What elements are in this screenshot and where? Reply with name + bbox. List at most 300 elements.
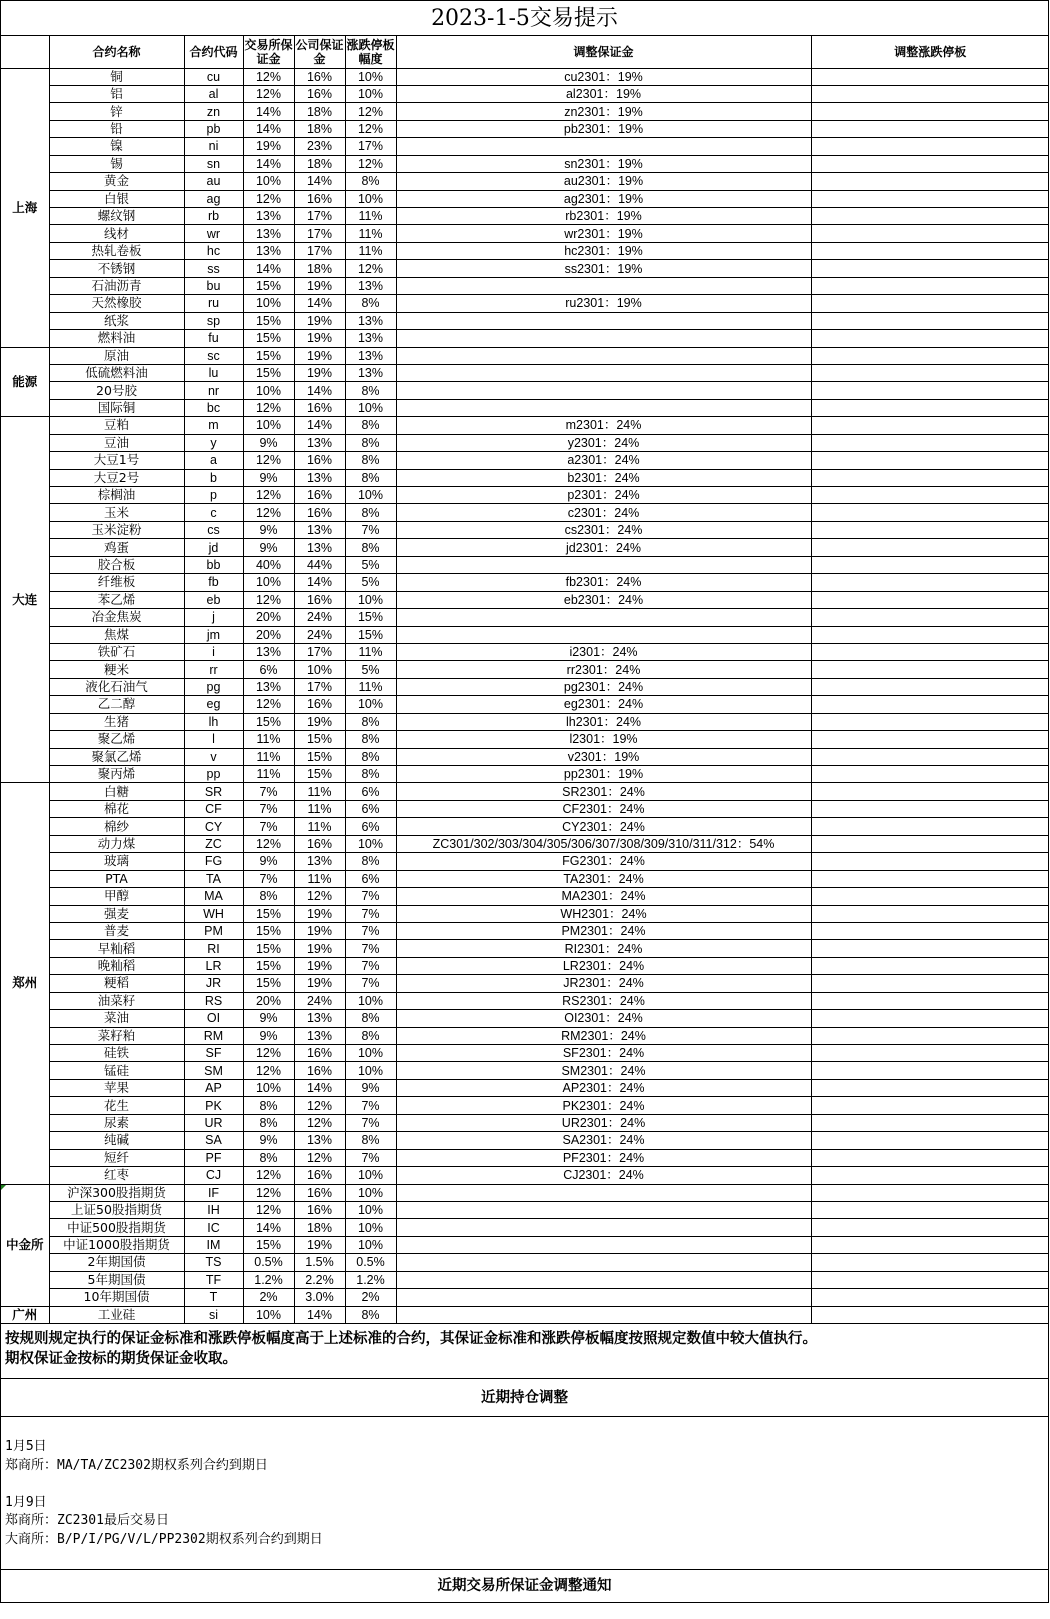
col-header-adjust-margin: 调整保证金 [396, 36, 811, 68]
contract-name-cell: 不锈钢 [49, 260, 184, 277]
adjust-margin-cell: pp2301：19% [396, 766, 811, 783]
price-limit-cell: 10% [345, 487, 396, 504]
price-limit-cell: 7% [345, 888, 396, 905]
contract-code-cell: SM [184, 1062, 243, 1079]
table-header-row [1, 36, 1049, 68]
company-margin-cell: 12% [294, 888, 345, 905]
adjust-margin-cell: hc2301：19% [396, 242, 811, 259]
contract-code-cell: nr [184, 382, 243, 399]
contract-name-cell: 大豆1号 [49, 452, 184, 469]
adjust-limit-cell [811, 85, 1049, 102]
exchange-margin-cell: 11% [243, 748, 294, 765]
contract-code-cell: OI [184, 1010, 243, 1027]
contract-name-cell: 强麦 [49, 905, 184, 922]
table-row [1, 888, 1049, 905]
price-limit-cell: 7% [345, 940, 396, 957]
company-margin-cell: 17% [294, 678, 345, 695]
contract-code-cell: cs [184, 521, 243, 538]
contract-name-cell: 棉纱 [49, 818, 184, 835]
adjust-limit-cell [811, 731, 1049, 748]
adjust-margin-cell: au2301：19% [396, 173, 811, 190]
adjust-limit-cell [811, 155, 1049, 172]
contract-code-cell: ni [184, 138, 243, 155]
company-margin-cell: 16% [294, 1045, 345, 1062]
adjust-limit-cell [811, 678, 1049, 695]
price-limit-cell: 10% [345, 1045, 396, 1062]
page-title: 2023-1-5交易提示 [1, 0, 1048, 36]
adjust-margin-cell: SF2301：24% [396, 1045, 811, 1062]
exchange-margin-cell: 0.5% [243, 1254, 294, 1271]
adjust-limit-cell [811, 68, 1049, 85]
table-row [1, 85, 1049, 102]
company-margin-cell: 18% [294, 120, 345, 137]
company-margin-cell: 24% [294, 626, 345, 643]
price-limit-cell: 8% [345, 1027, 396, 1044]
company-margin-cell: 14% [294, 417, 345, 434]
adjust-limit-cell [811, 539, 1049, 556]
table-row [1, 1010, 1049, 1027]
exchange-margin-cell: 9% [243, 521, 294, 538]
exchange-group-cell: 大连 [1, 417, 49, 783]
adjust-limit-cell [811, 766, 1049, 783]
exchange-margin-cell: 9% [243, 1027, 294, 1044]
contract-name-cell: 豆粕 [49, 417, 184, 434]
contract-code-cell: m [184, 417, 243, 434]
table-row [1, 399, 1049, 416]
exchange-margin-cell: 12% [243, 1045, 294, 1062]
contract-name-cell: 花生 [49, 1097, 184, 1114]
contract-code-cell: jm [184, 626, 243, 643]
company-margin-cell: 23% [294, 138, 345, 155]
contract-code-cell: IF [184, 1184, 243, 1201]
adjust-margin-cell [396, 1201, 811, 1218]
contract-name-cell: 玉米淀粉 [49, 521, 184, 538]
company-margin-cell: 19% [294, 347, 345, 364]
exchange-margin-cell: 15% [243, 975, 294, 992]
contract-code-cell: p [184, 487, 243, 504]
contract-name-cell: 硅铁 [49, 1045, 184, 1062]
exchange-margin-cell: 14% [243, 120, 294, 137]
contract-code-cell: au [184, 173, 243, 190]
table-row [1, 469, 1049, 486]
price-limit-cell: 8% [345, 766, 396, 783]
adjust-margin-cell: RS2301：24% [396, 992, 811, 1009]
adjust-margin-cell: ZC301/302/303/304/305/306/307/308/309/310/311/312：54% [396, 835, 811, 852]
rules-note-line: 期权保证金按标的期货保证金收取。 [5, 1351, 237, 1367]
company-margin-cell: 16% [294, 1062, 345, 1079]
contract-name-cell: 锰硅 [49, 1062, 184, 1079]
contract-name-cell: 中证1000股指期货 [49, 1236, 184, 1253]
exchange-margin-cell: 8% [243, 888, 294, 905]
exchange-margin-cell: 10% [243, 1079, 294, 1096]
table-row [1, 208, 1049, 225]
contract-name-cell: 5年期国债 [49, 1271, 184, 1288]
company-margin-cell: 11% [294, 818, 345, 835]
adjust-margin-cell: a2301：24% [396, 452, 811, 469]
contract-code-cell: eb [184, 591, 243, 608]
contract-code-cell: sc [184, 347, 243, 364]
company-margin-cell: 18% [294, 103, 345, 120]
exchange-margin-cell: 12% [243, 1184, 294, 1201]
contract-code-cell: T [184, 1289, 243, 1306]
contract-code-cell: rb [184, 208, 243, 225]
price-limit-cell: 10% [345, 1184, 396, 1201]
contract-name-cell: 铁矿石 [49, 643, 184, 660]
company-margin-cell: 18% [294, 260, 345, 277]
contract-name-cell: 锌 [49, 103, 184, 120]
contract-name-cell: 铅 [49, 120, 184, 137]
contract-code-cell: bc [184, 399, 243, 416]
table-row [1, 190, 1049, 207]
adjust-margin-cell: jd2301：24% [396, 539, 811, 556]
event-group [5, 1494, 1044, 1550]
contract-code-cell: zn [184, 103, 243, 120]
adjust-margin-cell: cu2301：19% [396, 68, 811, 85]
company-margin-cell: 16% [294, 591, 345, 608]
contract-code-cell: PM [184, 922, 243, 939]
price-limit-cell: 9% [345, 1079, 396, 1096]
contract-code-cell: jd [184, 539, 243, 556]
table-row [1, 1097, 1049, 1114]
price-limit-cell: 10% [345, 399, 396, 416]
adjust-limit-cell [811, 940, 1049, 957]
contract-code-cell: bu [184, 277, 243, 294]
company-margin-cell: 13% [294, 434, 345, 451]
event-line: 大商所：B/P/I/PG/V/L/PP2302期权系列合约到期日 [5, 1531, 323, 1547]
adjust-margin-cell [396, 364, 811, 381]
contract-name-cell: PTA [49, 870, 184, 887]
price-limit-cell: 2% [345, 1289, 396, 1306]
price-limit-cell: 5% [345, 661, 396, 678]
exchange-margin-cell: 40% [243, 556, 294, 573]
price-limit-cell: 13% [345, 364, 396, 381]
table-row [1, 417, 1049, 434]
contract-name-cell: 铜 [49, 68, 184, 85]
table-row [1, 731, 1049, 748]
table-row [1, 382, 1049, 399]
contract-code-cell: TS [184, 1254, 243, 1271]
adjust-limit-cell [811, 696, 1049, 713]
table-row [1, 783, 1049, 800]
contract-name-cell: 上证50股指期货 [49, 1201, 184, 1218]
adjust-margin-cell: c2301：24% [396, 504, 811, 521]
contract-name-cell: 纤维板 [49, 574, 184, 591]
table-row [1, 835, 1049, 852]
company-margin-cell: 14% [294, 173, 345, 190]
table-row [1, 68, 1049, 85]
company-margin-cell: 13% [294, 521, 345, 538]
table-row [1, 1149, 1049, 1166]
company-margin-cell: 15% [294, 766, 345, 783]
price-limit-cell: 12% [345, 155, 396, 172]
price-limit-cell: 11% [345, 208, 396, 225]
exchange-margin-cell: 15% [243, 940, 294, 957]
contract-name-cell: 铝 [49, 85, 184, 102]
adjust-limit-cell [811, 1079, 1049, 1096]
table-row [1, 521, 1049, 538]
adjust-margin-cell [396, 1254, 811, 1271]
table-row [1, 1027, 1049, 1044]
contract-name-cell: 胶合板 [49, 556, 184, 573]
adjust-margin-cell: CY2301：24% [396, 818, 811, 835]
adjust-limit-cell [811, 1271, 1049, 1288]
contract-name-cell: 聚氯乙烯 [49, 748, 184, 765]
contract-code-cell: PK [184, 1097, 243, 1114]
exchange-margin-cell: 6% [243, 661, 294, 678]
exchange-margin-cell: 7% [243, 870, 294, 887]
adjust-limit-cell [811, 748, 1049, 765]
adjust-margin-cell: cs2301：24% [396, 521, 811, 538]
adjust-limit-cell [811, 504, 1049, 521]
contract-name-cell: 大豆2号 [49, 469, 184, 486]
table-row [1, 853, 1049, 870]
adjust-margin-cell: PK2301：24% [396, 1097, 811, 1114]
exchange-margin-cell: 9% [243, 853, 294, 870]
adjust-limit-cell [811, 556, 1049, 573]
company-margin-cell: 19% [294, 330, 345, 347]
company-margin-cell: 15% [294, 748, 345, 765]
adjust-margin-cell: m2301：24% [396, 417, 811, 434]
company-margin-cell: 18% [294, 155, 345, 172]
adjust-limit-cell [811, 1184, 1049, 1201]
adjust-limit-cell [811, 1254, 1049, 1271]
contract-name-cell: 燃料油 [49, 330, 184, 347]
adjust-limit-cell [811, 1289, 1049, 1306]
adjust-margin-cell: lh2301：24% [396, 713, 811, 730]
exchange-margin-cell: 8% [243, 1149, 294, 1166]
exchange-margin-cell: 20% [243, 992, 294, 1009]
adjust-limit-cell [811, 975, 1049, 992]
contract-name-cell: 粳稻 [49, 975, 184, 992]
contract-code-cell: j [184, 609, 243, 626]
price-limit-cell: 8% [345, 731, 396, 748]
company-margin-cell: 19% [294, 1236, 345, 1253]
contract-name-cell: 中证500股指期货 [49, 1219, 184, 1236]
price-limit-cell: 10% [345, 696, 396, 713]
adjust-margin-cell: TA2301：24% [396, 870, 811, 887]
col-header-name: 合约名称 [49, 36, 184, 68]
price-limit-cell: 8% [345, 173, 396, 190]
adjust-margin-cell: JR2301：24% [396, 975, 811, 992]
company-margin-cell: 3.0% [294, 1289, 345, 1306]
table-row [1, 155, 1049, 172]
contract-name-cell: 玉米 [49, 504, 184, 521]
table-row [1, 1254, 1049, 1271]
table-row [1, 696, 1049, 713]
price-limit-cell: 10% [345, 85, 396, 102]
price-limit-cell: 8% [345, 417, 396, 434]
adjust-margin-cell [396, 626, 811, 643]
exchange-margin-cell: 12% [243, 452, 294, 469]
company-margin-cell: 17% [294, 208, 345, 225]
table-row [1, 1114, 1049, 1131]
price-limit-cell: 6% [345, 783, 396, 800]
company-margin-cell: 16% [294, 68, 345, 85]
adjust-limit-cell [811, 103, 1049, 120]
company-margin-cell: 16% [294, 487, 345, 504]
adjust-limit-cell [811, 347, 1049, 364]
price-limit-cell: 8% [345, 469, 396, 486]
table-row [1, 173, 1049, 190]
table-row [1, 574, 1049, 591]
exchange-margin-cell: 12% [243, 504, 294, 521]
adjust-margin-cell: ag2301：19% [396, 190, 811, 207]
adjust-limit-cell [811, 626, 1049, 643]
company-margin-cell: 13% [294, 1027, 345, 1044]
exchange-group-cell: 能源 [1, 347, 49, 417]
col-header-code: 合约代码 [184, 36, 243, 68]
contract-code-cell: RM [184, 1027, 243, 1044]
price-limit-cell: 0.5% [345, 1254, 396, 1271]
adjust-limit-cell [811, 295, 1049, 312]
adjust-margin-cell [396, 312, 811, 329]
adjust-margin-cell: eg2301：24% [396, 696, 811, 713]
exchange-margin-cell: 12% [243, 591, 294, 608]
company-margin-cell: 17% [294, 643, 345, 660]
contract-name-cell: 菜油 [49, 1010, 184, 1027]
table-body [1, 68, 1049, 1324]
table-row [1, 138, 1049, 155]
adjust-margin-cell: fb2301：24% [396, 574, 811, 591]
adjust-limit-cell [811, 713, 1049, 730]
exchange-margin-cell: 2% [243, 1289, 294, 1306]
table-row [1, 1201, 1049, 1218]
price-limit-cell: 12% [345, 260, 396, 277]
contract-name-cell: 液化石油气 [49, 678, 184, 695]
adjust-margin-cell: RM2301：24% [396, 1027, 811, 1044]
contract-code-cell: sp [184, 312, 243, 329]
price-limit-cell: 11% [345, 225, 396, 242]
adjust-limit-cell [811, 1114, 1049, 1131]
col-header-exchange [1, 36, 49, 68]
exchange-margin-cell: 15% [243, 905, 294, 922]
contract-code-cell: si [184, 1306, 243, 1323]
contract-name-cell: 工业硅 [49, 1306, 184, 1323]
price-limit-cell: 6% [345, 800, 396, 817]
contract-code-cell: fb [184, 574, 243, 591]
price-limit-cell: 6% [345, 870, 396, 887]
adjust-limit-cell [811, 452, 1049, 469]
contract-name-cell: 甲醇 [49, 888, 184, 905]
exchange-margin-cell: 9% [243, 434, 294, 451]
rules-note [1, 1324, 1048, 1379]
company-margin-cell: 16% [294, 190, 345, 207]
contract-code-cell: cu [184, 68, 243, 85]
table-row [1, 1271, 1049, 1288]
adjust-margin-cell: CJ2301：24% [396, 1167, 811, 1184]
adjust-limit-cell [811, 364, 1049, 381]
contract-code-cell: eg [184, 696, 243, 713]
contract-name-cell: 鸡蛋 [49, 539, 184, 556]
adjust-margin-cell: pb2301：19% [396, 120, 811, 137]
adjust-limit-cell [811, 277, 1049, 294]
company-margin-cell: 14% [294, 574, 345, 591]
adjust-margin-cell [396, 399, 811, 416]
table-row [1, 1045, 1049, 1062]
contract-name-cell: 镍 [49, 138, 184, 155]
table-row [1, 1079, 1049, 1096]
company-margin-cell: 14% [294, 1306, 345, 1323]
company-margin-cell: 16% [294, 85, 345, 102]
contract-name-cell: 普麦 [49, 922, 184, 939]
exchange-margin-cell: 15% [243, 277, 294, 294]
company-margin-cell: 13% [294, 539, 345, 556]
exchange-margin-cell: 8% [243, 1114, 294, 1131]
adjust-limit-cell [811, 399, 1049, 416]
exchange-margin-cell: 14% [243, 260, 294, 277]
adjust-limit-cell [811, 835, 1049, 852]
exchange-margin-cell: 12% [243, 68, 294, 85]
contract-name-cell: 玻璃 [49, 853, 184, 870]
company-margin-cell: 13% [294, 853, 345, 870]
adjust-margin-cell: zn2301：19% [396, 103, 811, 120]
adjust-limit-cell [811, 1306, 1049, 1323]
adjust-limit-cell [811, 1132, 1049, 1149]
company-margin-cell: 19% [294, 713, 345, 730]
adjust-margin-cell: al2301：19% [396, 85, 811, 102]
exchange-margin-cell: 15% [243, 364, 294, 381]
contract-code-cell: RS [184, 992, 243, 1009]
adjust-margin-cell [396, 1306, 811, 1323]
price-limit-cell: 13% [345, 330, 396, 347]
company-margin-cell: 14% [294, 1079, 345, 1096]
contract-name-cell: 菜籽粕 [49, 1027, 184, 1044]
contract-code-cell: CY [184, 818, 243, 835]
price-limit-cell: 5% [345, 556, 396, 573]
exchange-margin-cell: 8% [243, 1097, 294, 1114]
exchange-margin-cell: 10% [243, 1306, 294, 1323]
event-line: 郑商所：ZC2301最后交易日 [5, 1513, 169, 1528]
adjust-margin-cell: wr2301：19% [396, 225, 811, 242]
adjust-margin-cell: CF2301：24% [396, 800, 811, 817]
contract-name-cell: 原油 [49, 347, 184, 364]
contract-code-cell: CF [184, 800, 243, 817]
price-limit-cell: 13% [345, 277, 396, 294]
adjust-limit-cell [811, 783, 1049, 800]
col-header-limit: 涨跌停板幅度 [345, 36, 396, 68]
adjust-limit-cell [811, 521, 1049, 538]
company-margin-cell: 15% [294, 731, 345, 748]
company-margin-cell: 19% [294, 312, 345, 329]
adjust-limit-cell [811, 1027, 1049, 1044]
exchange-margin-cell: 9% [243, 539, 294, 556]
contract-name-cell: 冶金焦炭 [49, 609, 184, 626]
company-margin-cell: 24% [294, 609, 345, 626]
exchange-margin-cell: 15% [243, 312, 294, 329]
contract-code-cell: hc [184, 242, 243, 259]
contract-name-cell: 粳米 [49, 661, 184, 678]
contract-name-cell: 白糖 [49, 783, 184, 800]
col-header-adjust-limit: 调整涨跌停板 [811, 36, 1049, 68]
table-row [1, 295, 1049, 312]
exchange-margin-cell: 11% [243, 766, 294, 783]
adjust-margin-cell [396, 330, 811, 347]
exchange-margin-cell: 10% [243, 574, 294, 591]
contract-name-cell: 聚丙烯 [49, 766, 184, 783]
table-row [1, 1167, 1049, 1184]
adjust-margin-cell: SM2301：24% [396, 1062, 811, 1079]
company-margin-cell: 13% [294, 469, 345, 486]
contract-code-cell: WH [184, 905, 243, 922]
adjust-limit-cell [811, 242, 1049, 259]
adjust-limit-cell [811, 905, 1049, 922]
contract-code-cell: LR [184, 957, 243, 974]
adjust-limit-cell [811, 1201, 1049, 1218]
exchange-group-cell: 上海 [1, 68, 49, 347]
adjust-limit-cell [811, 591, 1049, 608]
exchange-margin-cell: 15% [243, 347, 294, 364]
exchange-margin-cell: 14% [243, 103, 294, 120]
